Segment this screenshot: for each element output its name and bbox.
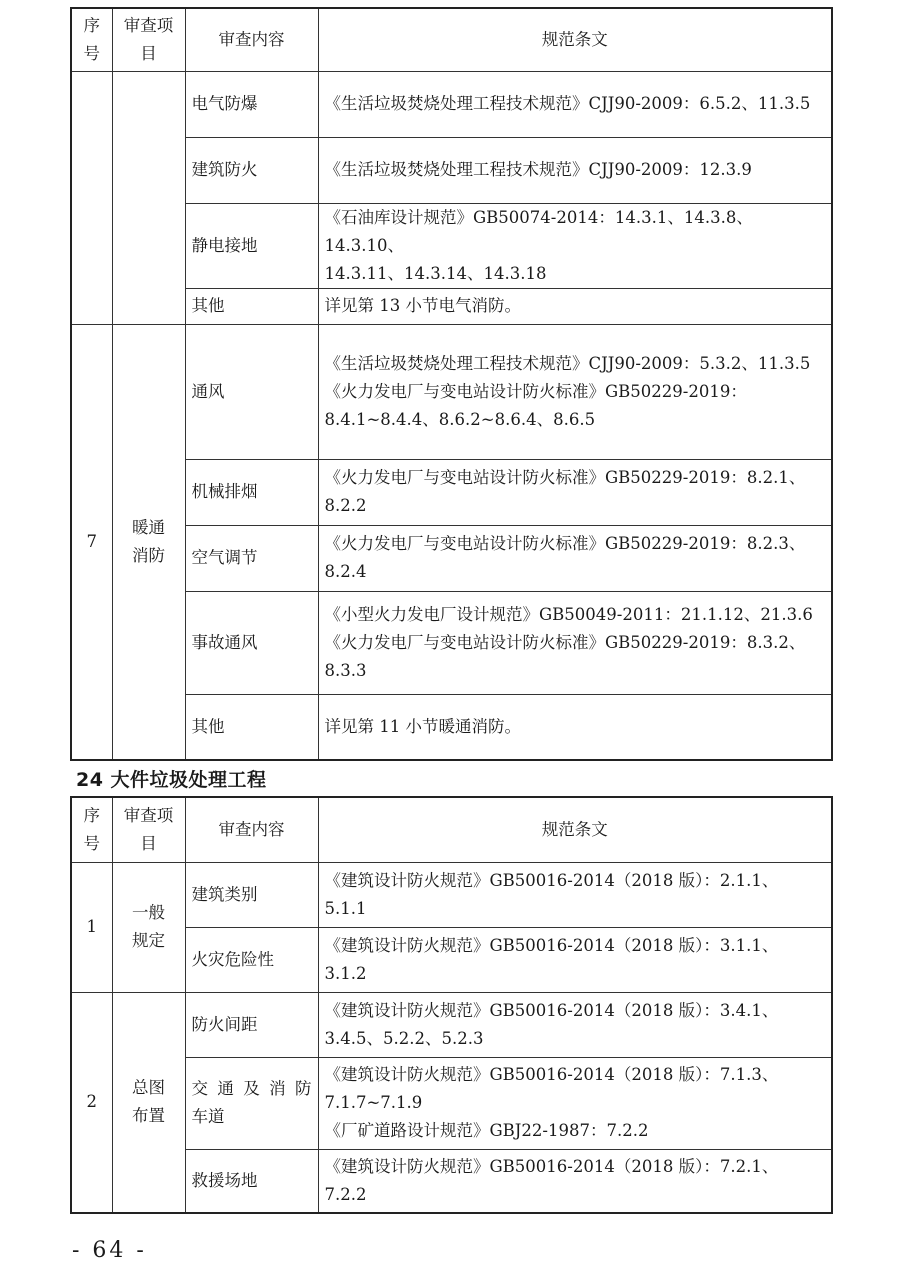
- header-seq: [71, 8, 112, 71]
- header-content-text: 审查内容: [218, 819, 285, 839]
- content-cell: 机械排烟: [185, 459, 318, 525]
- item-line: 消防: [132, 545, 165, 565]
- spec-line: 详见第 13 小节电气消防。: [324, 296, 521, 315]
- header-item: [112, 797, 185, 862]
- section-title: 24 大件垃圾处理工程: [76, 769, 267, 791]
- spec-line: 《建筑设计防火规范》GB50016-2014（2018 版）：2.1.1、: [324, 870, 779, 890]
- item-cell: [112, 324, 185, 760]
- spec-cell: [318, 137, 832, 203]
- header-item-text: 审查项目: [123, 15, 174, 63]
- spec-line: 《火力发电厂与变电站设计防火标准》GB50229-2019：8.2.1、: [324, 468, 806, 487]
- spec-line: 《建筑设计防火规范》GB50016-2014（2018 版）：3.4.1、: [324, 1000, 779, 1020]
- page-number: - 64 -: [72, 1238, 147, 1263]
- table-row: [71, 324, 832, 459]
- spec-cell: [318, 459, 832, 525]
- item-line: 布置: [132, 1106, 165, 1126]
- spec-line: 《建筑设计防火规范》GB50016-2014（2018 版）：3.1.1、: [324, 935, 779, 955]
- content-cell: 空气调节: [185, 525, 318, 591]
- spec-line: 5.1.1: [324, 898, 367, 918]
- content-cell: 建筑类别: [185, 862, 318, 927]
- content-cell: 防火间距: [185, 992, 318, 1057]
- table-row: [71, 927, 832, 992]
- spec-cell: [318, 203, 832, 288]
- header-spec-text: 规范条文: [541, 819, 608, 839]
- seq-cell: 1: [71, 862, 112, 992]
- table-row: [71, 591, 832, 694]
- spec-line: 《厂矿道路设计规范》GBJ22-1987：7.2.2: [324, 1121, 649, 1140]
- spec-cell: [318, 694, 832, 760]
- header-seq-text: 序号: [83, 805, 100, 853]
- spec-cell: [318, 324, 832, 459]
- content-cell: 静电接地: [185, 203, 318, 288]
- spec-line: 《火力发电厂与变电站设计防火标准》GB50229-2019：8.3.2、: [324, 632, 806, 652]
- content-cell: 火灾危险性: [185, 927, 318, 992]
- table-row: [71, 459, 832, 525]
- spec-line: 《火力发电厂与变电站设计防火标准》GB50229-2019：8.2.3、: [324, 534, 806, 553]
- content-cell: 电气防爆: [185, 71, 318, 137]
- content-line: 车道: [191, 1107, 225, 1126]
- spec-cell: [318, 992, 832, 1057]
- spec-line: 详见第 11 小节暖通消防。: [324, 716, 521, 736]
- header-item: [112, 8, 185, 71]
- table-row: [71, 203, 832, 288]
- table-header-row: [71, 797, 832, 862]
- spec-cell: [318, 71, 832, 137]
- item-line: 规定: [132, 931, 165, 950]
- table-row: [71, 525, 832, 591]
- table-row: [71, 288, 832, 324]
- spec-line: 《生活垃圾焚烧处理工程技术规范》CJJ90-2009：12.3.9: [324, 160, 752, 179]
- spec-line: 3.1.2: [324, 963, 367, 983]
- item-cell: [112, 862, 185, 992]
- header-content-text: 审查内容: [218, 29, 285, 49]
- header-spec: [318, 797, 832, 862]
- spec-line: 7.2.2: [324, 1184, 367, 1204]
- spec-line: 8.2.4: [324, 562, 367, 581]
- seq-cell: 2: [71, 992, 112, 1213]
- seq-cell: 7: [71, 324, 112, 760]
- spec-line: 7.1.7~7.1.9: [324, 1093, 423, 1112]
- header-seq-text: 序号: [83, 15, 100, 63]
- spec-table-bulky-waste: [70, 796, 833, 1214]
- content-cell: [185, 1057, 318, 1149]
- table-row: [71, 137, 832, 203]
- spec-table-hvac-electrical: [70, 7, 833, 761]
- header-item-text: 审查项目: [123, 805, 174, 853]
- table-header-row: [71, 8, 832, 71]
- spec-cell: [318, 1149, 832, 1213]
- item-line: 暖通: [132, 517, 165, 537]
- header-content: [185, 797, 318, 862]
- content-line: 交通及消防: [191, 1079, 312, 1098]
- spec-line: 14.3.11、14.3.14、14.3.18: [324, 263, 547, 283]
- header-seq: [71, 797, 112, 862]
- content-cell: 通风: [185, 324, 318, 459]
- content-cell: 建筑防火: [185, 137, 318, 203]
- spec-line: 8.3.3: [324, 660, 367, 680]
- spec-cell: [318, 862, 832, 927]
- header-spec: [318, 8, 832, 71]
- spec-line: 《火力发电厂与变电站设计防火标准》GB50229-2019：: [324, 381, 747, 401]
- item-cell-empty: [112, 71, 185, 324]
- table-row: [71, 1149, 832, 1213]
- content-cell: 其他: [185, 694, 318, 760]
- seq-cell-empty: [71, 71, 112, 324]
- spec-line: 《小型火力发电厂设计规范》GB50049-2011：21.1.12、21.3.6: [324, 604, 813, 624]
- content-cell: 其他: [185, 288, 318, 324]
- spec-cell: [318, 288, 832, 324]
- spec-line: 《生活垃圾焚烧处理工程技术规范》CJJ90-2009：5.3.2、11.3.5: [324, 353, 811, 373]
- spec-cell: [318, 1057, 832, 1149]
- spec-line: 8.2.2: [324, 496, 367, 515]
- table-row: [71, 1057, 832, 1149]
- content-cell: 救援场地: [185, 1149, 318, 1213]
- table-row: [71, 992, 832, 1057]
- table-row: [71, 71, 832, 137]
- table-row: [71, 862, 832, 927]
- spec-line: 《建筑设计防火规范》GB50016-2014（2018 版）：7.2.1、: [324, 1156, 779, 1176]
- spec-cell: [318, 525, 832, 591]
- item-line: 总图: [132, 1078, 165, 1098]
- spec-line: 《生活垃圾焚烧处理工程技术规范》CJJ90-2009：6.5.2、11.3.5: [324, 94, 811, 113]
- item-cell: [112, 992, 185, 1213]
- spec-line: 《建筑设计防火规范》GB50016-2014（2018 版）：7.1.3、: [324, 1065, 779, 1084]
- content-cell: 事故通风: [185, 591, 318, 694]
- spec-cell: [318, 927, 832, 992]
- spec-cell: [318, 591, 832, 694]
- spec-line: 《石油库设计规范》GB50074-2014：14.3.1、14.3.8、14.3.10、: [324, 207, 753, 255]
- spec-line: 8.4.1~8.4.4、8.6.2~8.6.4、8.6.5: [324, 409, 596, 429]
- spec-line: 3.4.5、5.2.2、5.2.3: [324, 1028, 484, 1048]
- item-line: 一般: [132, 903, 165, 922]
- header-spec-text: 规范条文: [541, 29, 608, 49]
- header-content: [185, 8, 318, 71]
- table-row: [71, 694, 832, 760]
